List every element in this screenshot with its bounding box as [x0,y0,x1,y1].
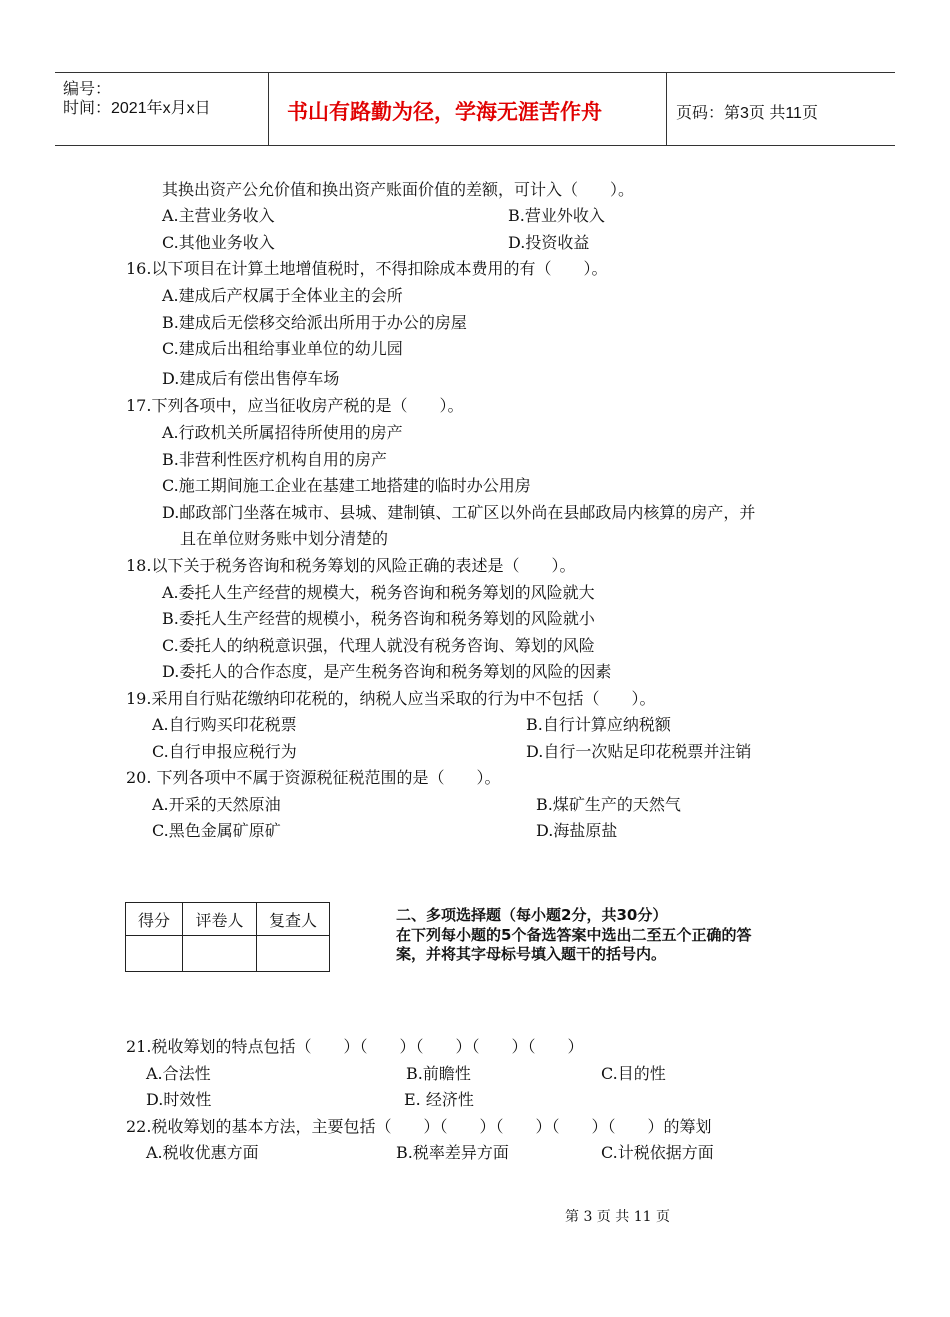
question-stem: 22.税收筹划的基本方法，主要包括（ ）（ ）（ ）（ ）（ ）的筹划 [126,1117,712,1136]
doc-number-label: 编号： [63,81,112,98]
option-c: C.建成后出租给事业单位的幼儿园 [162,339,403,358]
reviewer-header: 复查人 [257,903,330,936]
option-a: A.行政机关所属招待所使用的房产 [162,423,403,442]
question-stem: 20. 下列各项中不属于资源税征税范围的是（ ）。 [126,768,501,787]
option-a: A.建成后产权属于全体业主的会所 [162,286,403,305]
option-b: B.非营利性医疗机构自用的房产 [162,450,387,469]
option-a: A.主营业务收入 [162,206,275,225]
score-table [125,902,330,972]
score-cell[interactable] [126,936,183,972]
option-a: A.开采的天然原油 [152,795,281,814]
header-divider-right [666,72,667,146]
option-b: B.委托人生产经营的规模小，税务咨询和税务筹划的风险就小 [162,609,595,628]
option-b: B.煤矿生产的天然气 [536,795,681,814]
option-b: B.前瞻性 [406,1064,471,1083]
option-a: A.自行购买印花税票 [152,715,297,734]
question-stem: 16.以下项目在计算土地增值税时，不得扣除成本费用的有（ ）。 [126,259,608,278]
section-instructions-line-1: 在下列每小题的5个备选答案中选出二至五个正确的答 [396,926,752,944]
option-a: A.委托人生产经营的规模大，税务咨询和税务筹划的风险就大 [162,583,595,602]
option-d: D.邮政部门坐落在城市、县城、建制镇、工矿区以外尚在县邮政局内核算的房产，并 [162,503,756,522]
question-stem: 21.税收筹划的特点包括（ ）（ ）（ ）（ ）（ ） [126,1037,584,1056]
section-title: 二、多项选择题（每小题2分，共30分） [396,906,668,924]
option-d: D.投资收益 [508,233,590,252]
header-bottom-rule [55,145,895,146]
option-d: D.自行一次贴足印花税票并注销 [526,742,752,761]
option-d-continued: 且在单位财务账中划分清楚的 [180,529,389,548]
option-b: B.营业外收入 [508,206,605,225]
option-c: C.其他业务收入 [162,233,275,252]
question-stem: 其换出资产公允价值和换出资产账面价值的差额，可计入（ ）。 [162,180,635,199]
option-d: D.建成后有偿出售停车场 [162,369,340,388]
doc-time-label: 时间：2021年x月x日 [63,100,211,117]
header-top-rule [55,72,895,73]
option-b: B.建成后无偿移交给派出所用于办公的房屋 [162,313,467,332]
question-stem: 18.以下关于税务咨询和税务筹划的风险正确的表述是（ ）。 [126,556,576,575]
option-c: C.黑色金属矿原矿 [152,821,281,840]
option-c: C.委托人的纳税意识强，代理人就没有税务咨询、筹划的风险 [162,636,595,655]
option-c: C.计税依据方面 [601,1143,714,1162]
option-c: C.自行申报应税行为 [152,742,297,761]
option-b: B.税率差异方面 [396,1143,509,1162]
option-c: C.目的性 [601,1064,666,1083]
grader-cell[interactable] [183,936,257,972]
option-d: D.海盐原盐 [536,821,618,840]
question-stem: 19.采用自行贴花缴纳印花税的，纳税人应当采取的行为中不包括（ ）。 [126,689,656,708]
grader-header: 评卷人 [183,903,257,936]
page-footer: 第 3 页 共 11 页 [565,1209,670,1225]
option-d: D.委托人的合作态度，是产生税务咨询和税务筹划的风险的因素 [162,662,612,681]
header-divider-left [268,72,269,146]
section-instructions-line-2: 案，并将其字母标号填入题干的括号内。 [396,945,667,963]
option-a: A.合法性 [146,1064,211,1083]
score-header: 得分 [126,903,183,936]
option-b: B.自行计算应纳税额 [526,715,671,734]
option-e: E. 经济性 [404,1090,474,1109]
option-d: D.时效性 [146,1090,212,1109]
option-a: A.税收优惠方面 [146,1143,259,1162]
page-indicator: 页码：第3页 共11页 [676,105,818,122]
reviewer-cell[interactable] [257,936,330,972]
header-motto: 书山有路勤为径，学海无涯苦作舟 [287,99,602,124]
option-c: C.施工期间施工企业在基建工地搭建的临时办公用房 [162,476,531,495]
question-stem: 17.下列各项中，应当征收房产税的是（ ）。 [126,396,464,415]
